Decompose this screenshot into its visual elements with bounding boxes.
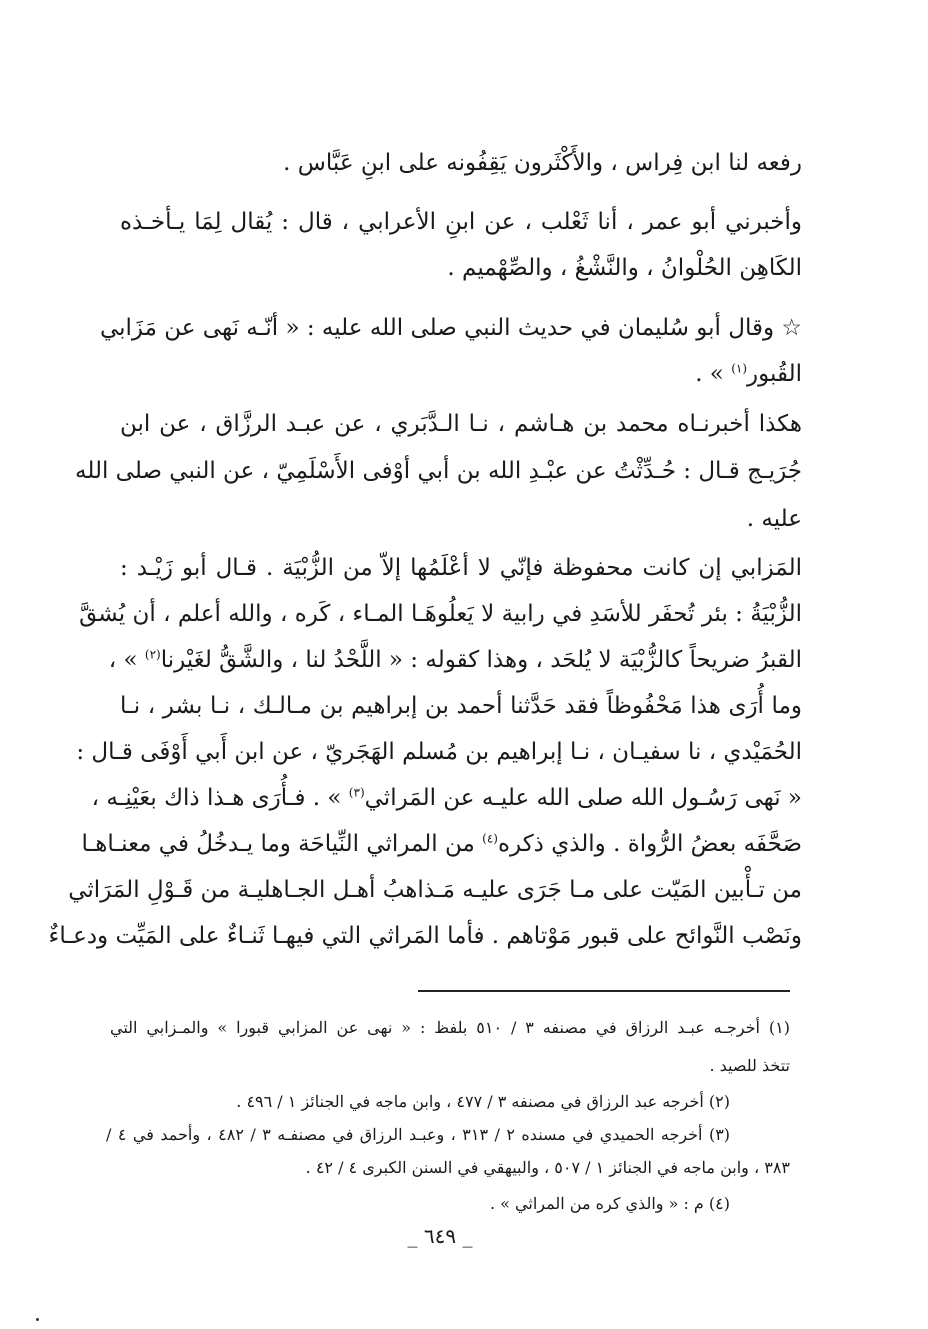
text-line: جُرَيـج قـال : حُـدِّثْتُ عن عبْـدِ الله بن أبي أوْفى الأَسْلَمِيّ ، عن النبي صلى الله bbox=[75, 458, 802, 484]
text-line: من تـأْبين المَيّت على مـا جَرَى عليـه مَـذاهبُ أهـل الجـاهليـة من قَـوْلِ المَرَاثي bbox=[68, 877, 802, 903]
footnote-line: (٤) م : « والذي كره من المراثي » . bbox=[490, 1194, 730, 1213]
text-line: الحُمَيْدي ، نا سفيـان ، نـا إبراهيم بن مُسلم الهَجَريّ ، عن ابن أَبي أَوْفَى قـال : bbox=[76, 739, 802, 765]
footnote-ref: (٣) bbox=[348, 785, 365, 800]
text-line: الكَاهِن الحُلْوانُ ، والنَّشْغُ ، والصِّهْميم . bbox=[447, 255, 802, 281]
footnote-line: (٣) أخرجه الحميدي في مسنده ٢ / ٣١٣ ، وعبـد الرزاق في مصنفـه ٣ / ٤٨٢ ، وأحمد في ٤ / bbox=[106, 1125, 731, 1144]
text-line: عليه . bbox=[746, 506, 802, 532]
footnote-line: ٣٨٣ ، وابن ماجه في الجنائز ١ / ٥٠٧ ، والبيهقي في السنن الكبرى ٤ / ٤٢ . bbox=[305, 1158, 790, 1177]
text-line: رفعه لنا ابن فِراس ، والأَكْثَرون يَقِفُونه على ابنِ عَبَّاس . bbox=[283, 150, 802, 176]
footnote-separator bbox=[418, 990, 790, 992]
footnote-line: (٢) أخرجه عبد الرزاق في مصنفه ٣ / ٤٧٧ ، وابن ماجه في الجنائز ١ / ٤٩٦ . bbox=[236, 1092, 730, 1111]
scan-dot bbox=[36, 1318, 39, 1321]
text-line: القُبور$^{(١)}$ » . bbox=[695, 361, 802, 387]
text-line: القبرُ ضريحاً كالزُّبْيَة لا يُلحَد ، وهذا كقوله : « اللَّحْدُ لنا ، والشَّقُّ لغَيْرنا$^{(٢)}$ » ، bbox=[108, 647, 802, 673]
text-line: هكذا أخبرنـاه محمد بن هـاشم ، نـا الـدَّبَري ، عن عبـد الرزَّاق ، عن ابن bbox=[120, 411, 802, 437]
footnote-line: تتخذ للصيد . bbox=[709, 1056, 790, 1075]
page-number: _ ٦٤٩ _ bbox=[407, 1224, 473, 1248]
footnote-ref: (١) bbox=[731, 361, 748, 376]
text-line: المَزابي إن كانت محفوظة فإنّي لا أعْلَمُها إلاّ من الزُّبْيَة . قـال أبو زَيْـد : bbox=[120, 555, 802, 581]
footnote-ref: (٢) bbox=[144, 647, 161, 662]
footnote-line: (١) أخرجـه عبـد الرزاق في مصنفه ٣ / ٥١٠ بلفظ : « نهى عن المزابي قبورا » والمـزابي التي bbox=[110, 1018, 790, 1037]
text-line: « نَهى رَسُـول الله صلى الله عليـه عن المَراثي$^{(٣)}$ » . فـأُرَى هـذا ذاك بعَيْنِـه ، bbox=[91, 785, 802, 811]
footnote-ref: (٤) bbox=[482, 831, 498, 846]
text-line: صَحَّفَه بعضُ الرُّواة . والذي ذكره$^{(٤)}$ من المراثي النِّياحَة وما يـدخُلُ في معنـاهـا bbox=[81, 831, 802, 857]
text-line: ☆ وقال أبو سُليمان في حديث النبي صلى الله عليه : « أنّـه نَهى عن مَزَابي bbox=[99, 315, 802, 341]
text-line: وما أُرَى هذا مَحْفُوظاً فقد حَدَّثنا أحمد بن إبراهيم بن مـالـك ، نـا بشر ، نـا bbox=[120, 693, 802, 719]
text-line: الزُّبْيَةُ : بئر تُحفَر للأسَدِ في رابية لا يَعلُوهَـا المـاء ، كَره ، والله أعلم ، أن يُشقَّ bbox=[79, 601, 802, 627]
text-line: وأخبرني أبو عمر ، أنا ثَعْلب ، عن ابنِ الأعرابي ، قال : يُقال لِمَا يـأخـذه bbox=[120, 209, 802, 235]
text-line: ونَصْب النَّوائح على قبور مَوْتاهم . فأما المَراثي التي فيهـا ثَنـاءٌ على المَيِّت ودعـاءٌ bbox=[48, 923, 802, 949]
